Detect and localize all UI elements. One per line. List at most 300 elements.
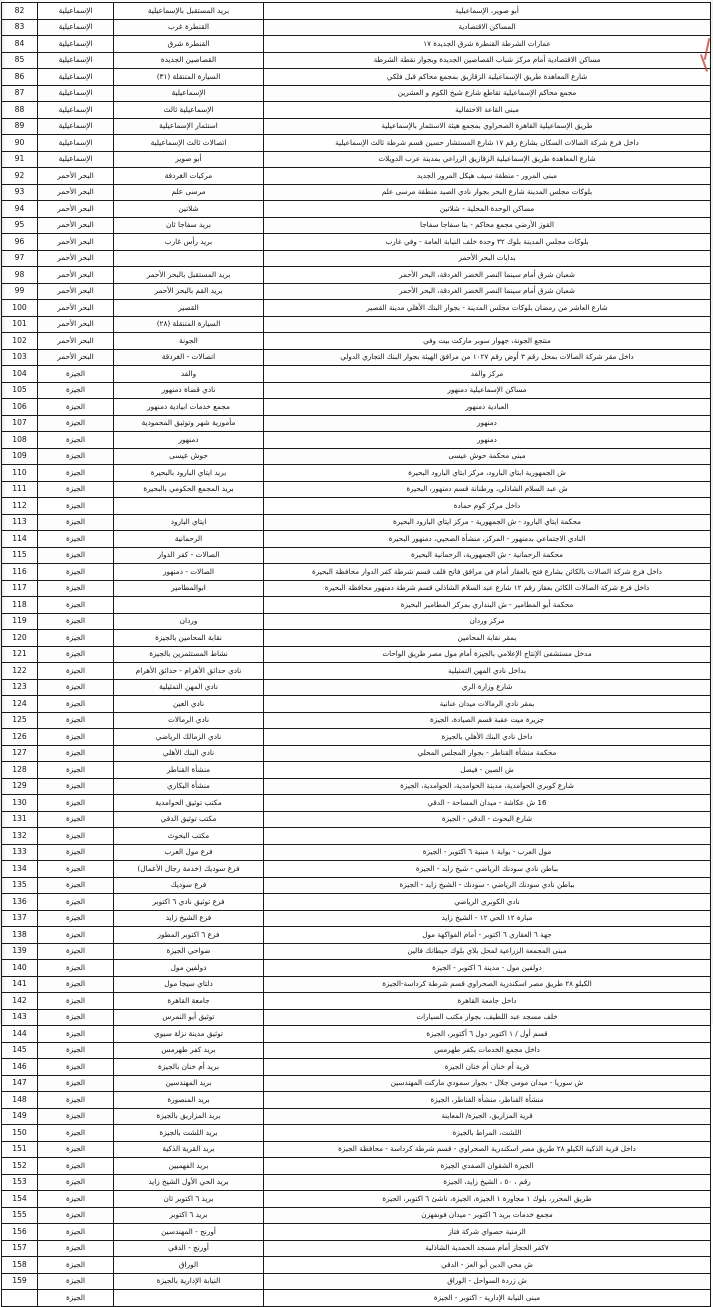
cell-branch-name: توثيق أبو النمرس — [114, 1009, 264, 1026]
cell-address: داخل جامعة القاهرة — [264, 993, 711, 1010]
cell-address: 16 ش عكاشة - ميدان المساحة - الدقي — [264, 795, 711, 812]
cell-row-number: 142 — [2, 993, 38, 1010]
table-row — [2, 300, 711, 317]
cell-address: بلوكات مجلس المدينة شارع البحر بجوار نادي الصيد منطقة مرسى علم — [264, 184, 711, 201]
cell-governorate: الجيزة — [38, 630, 114, 647]
cell-row-number: 135 — [2, 877, 38, 894]
table-row — [2, 564, 711, 581]
cell-governorate: الجيزة — [38, 679, 114, 696]
cell-address: مركز وردان — [264, 613, 711, 630]
cell-address: بباطن نادي سودنك الرياضي - شيخ زايد - الجيزة — [264, 861, 711, 878]
cell-address: داخل فرع شركة الصالات السكان بشارع رقم ١٧ شارع المستشار حسين قسم شرطة ثالث الإسماعيلية — [264, 135, 711, 152]
cell-address: محكمة الرحمانية - ش الجمهورية، الرحمانية البحيرة — [264, 547, 711, 564]
cell-row-number: 140 — [2, 960, 38, 977]
cell-branch-name: مأمورية شهر وتوثيق المحمودية — [114, 415, 264, 432]
cell-row-number: 112 — [2, 498, 38, 515]
table-row — [2, 696, 711, 713]
cell-row-number: 116 — [2, 564, 38, 581]
cell-branch-name: توثيق مدينة نزلة سيوي — [114, 1026, 264, 1043]
cell-governorate: الجيزة — [38, 580, 114, 597]
cell-governorate: الجيزة — [38, 795, 114, 812]
cell-row-number: 138 — [2, 927, 38, 944]
cell-branch-name: ضواحي الجيزة — [114, 943, 264, 960]
cell-row-number: 151 — [2, 1141, 38, 1158]
cell-governorate: الإسماعيلية — [38, 118, 114, 135]
cell-address: داخل مركز كوم حمادة — [264, 498, 711, 515]
cell-address: مبنى محكمة حوش عيسى — [264, 448, 711, 465]
table-row — [2, 811, 711, 828]
cell-row-number: 144 — [2, 1026, 38, 1043]
cell-governorate: الجيزة — [38, 366, 114, 383]
cell-row-number: 136 — [2, 894, 38, 911]
cell-row-number: 117 — [2, 580, 38, 597]
cell-governorate: البحر الأحمر — [38, 267, 114, 284]
table-row — [2, 927, 711, 944]
table-row — [2, 778, 711, 795]
cell-branch-name: القصير — [114, 300, 264, 317]
cell-branch-name: نادي العين — [114, 696, 264, 713]
cell-address: مجمع محاكم الإسماعيلية تقاطع شارع شيخ الكوم و العشرين — [264, 85, 711, 102]
table-row — [2, 531, 711, 548]
cell-address: جهة ٦ العقاري ٦ اكتوبر - أمام الفواكهة مول — [264, 927, 711, 944]
table-row — [2, 118, 711, 135]
table-row — [2, 465, 711, 482]
table-row — [2, 1290, 711, 1307]
cell-branch-name — [114, 250, 264, 267]
cell-address: محكمة ايتاي البارود - ش الجمهورية - مركز ايتاي البارود البحيرة — [264, 514, 711, 531]
table-row — [2, 135, 711, 152]
cell-row-number: 105 — [2, 382, 38, 399]
cell-address: قسم أول / ١ اكتوبر دول ٦ أكتوبر، الجيزة — [264, 1026, 711, 1043]
cell-address: شعبان شرق أمام سينما النصر الخضر الغردقة، البحر الأحمر — [264, 283, 711, 300]
cell-branch-name: بريد المهندسين — [114, 1075, 264, 1092]
cell-branch-name: فرع سوديك (خدمة رجال الأعمال) — [114, 861, 264, 878]
cell-branch-name: الجونة — [114, 333, 264, 350]
cell-governorate: الجيزة — [38, 514, 114, 531]
cell-governorate: الإسماعيلية — [38, 69, 114, 86]
cell-address: محكمة منشأة القناطر - بجوار المجلس المحلي — [264, 745, 711, 762]
cell-address: الجيزة الشقوان الصفدي الجيزة — [264, 1158, 711, 1175]
cell-row-number: 143 — [2, 1009, 38, 1026]
cell-branch-name: اتصالات - الغردقة — [114, 349, 264, 366]
table-row — [2, 910, 711, 927]
cell-address: مبارة ١٢ الحي ١٢ - الشيخ زايد — [264, 910, 711, 927]
cell-governorate: الجيزة — [38, 1257, 114, 1274]
table-row — [2, 844, 711, 861]
cell-branch-name — [114, 1290, 264, 1307]
cell-branch-name: بريد سفاجا ثان — [114, 217, 264, 234]
cell-governorate: الجيزة — [38, 1273, 114, 1290]
cell-branch-name: نقابة المحامين بالجيزة — [114, 630, 264, 647]
table-row — [2, 745, 711, 762]
cell-branch-name: بريد الفهميين — [114, 1158, 264, 1175]
cell-address: مساكن الإسماعيلية دمنهور — [264, 382, 711, 399]
table-row — [2, 547, 711, 564]
cell-row-number: 123 — [2, 679, 38, 696]
cell-address: العبادية دمنهور — [264, 399, 711, 416]
table-row — [2, 729, 711, 746]
cell-row-number: 85 — [2, 52, 38, 69]
cell-branch-name: ابوالمطامير — [114, 580, 264, 597]
cell-governorate: البحر الأحمر — [38, 217, 114, 234]
table-row — [2, 234, 711, 251]
table-row — [2, 1042, 711, 1059]
cell-row-number: 158 — [2, 1257, 38, 1274]
cell-branch-name: وردان — [114, 613, 264, 630]
cell-governorate: الجيزة — [38, 712, 114, 729]
cell-address: الزمنية حصواي شركة فتاز — [264, 1224, 711, 1241]
cell-branch-name: دلتاي سيجا مول — [114, 976, 264, 993]
cell-address: دمنهور — [264, 432, 711, 449]
cell-governorate: الإسماعيلية — [38, 19, 114, 36]
cell-governorate: الجيزة — [38, 1174, 114, 1191]
cell-branch-name: فرع الشيخ زايد — [114, 910, 264, 927]
cell-row-number: 156 — [2, 1224, 38, 1241]
cell-row-number: 94 — [2, 201, 38, 218]
cell-branch-name: القنطرة غرب — [114, 19, 264, 36]
cell-address: منشأة القناطر، منشأة القناطر، الجيزة — [264, 1092, 711, 1109]
cell-branch-name: اتصالات ثالث الإسماعيلية — [114, 135, 264, 152]
cell-branch-name: مكتب البحوث — [114, 828, 264, 845]
cell-address: شعبان شرق أمام سينما النصر الخضر الغردقة، البحر الأحمر — [264, 267, 711, 284]
cell-governorate: الإسماعيلية — [38, 52, 114, 69]
cell-governorate: الجيزة — [38, 597, 114, 614]
cell-row-number: 126 — [2, 729, 38, 746]
cell-branch-name: مرسى علم — [114, 184, 264, 201]
table-row — [2, 993, 711, 1010]
table-row — [2, 1207, 711, 1224]
cell-branch-name: الصالات - دمنهور — [114, 564, 264, 581]
table-row — [2, 514, 711, 531]
table-row — [2, 1059, 711, 1076]
cell-address: اللشت، المراط بالجيزة — [264, 1125, 711, 1142]
cell-governorate: الإسماعيلية — [38, 36, 114, 53]
cell-address: بلوكات مجلس المدينة بلوك ٣٢ وحدة خلف النيابة العامة - وفي غارب — [264, 234, 711, 251]
cell-branch-name: بريد المنصورة — [114, 1092, 264, 1109]
table-row — [2, 1108, 711, 1125]
table-row — [2, 1092, 711, 1109]
table-row — [2, 382, 711, 399]
cell-branch-name: أورنج - الدقي — [114, 1240, 264, 1257]
table-row — [2, 481, 711, 498]
cell-branch-name: مركبات الغردقة — [114, 168, 264, 185]
cell-address: مبنى المجمعة الزراعية لمحل بلاي بلوك حيطانك فالين — [264, 943, 711, 960]
cell-branch-name: بريد المستقبل بالإسماعيلية — [114, 3, 264, 20]
table-row — [2, 366, 711, 383]
cell-row-number: 101 — [2, 316, 38, 333]
cell-branch-name: السيارة المتنقلة (٣١) — [114, 69, 264, 86]
cell-row-number: 155 — [2, 1207, 38, 1224]
cell-branch-name: بريد القم بالبحر الأحمر — [114, 283, 264, 300]
cell-row-number: 90 — [2, 135, 38, 152]
cell-governorate: الجيزة — [38, 976, 114, 993]
cell-governorate: البحر الأحمر — [38, 333, 114, 350]
cell-row-number: 132 — [2, 828, 38, 845]
cell-address: داخل قرية الذكية الكيلو ٢٨ طريق مصر اسكندرية الصحراوي - قسم شرطة كرداسة - محافظة الجيزة — [264, 1141, 711, 1158]
cell-row-number: 146 — [2, 1059, 38, 1076]
cell-row-number: 134 — [2, 861, 38, 878]
cell-row-number: 88 — [2, 102, 38, 119]
cell-address: قرية أم خنان أم خنان الجيزة — [264, 1059, 711, 1076]
cell-address: جزيرة ميت عقبة قسم الصيادة، الجيزة — [264, 712, 711, 729]
cell-row-number: 125 — [2, 712, 38, 729]
cell-row-number: 100 — [2, 300, 38, 317]
cell-governorate: الجيزة — [38, 993, 114, 1010]
cell-row-number: 109 — [2, 448, 38, 465]
cell-governorate: الجيزة — [38, 960, 114, 977]
cell-row-number: 131 — [2, 811, 38, 828]
table-row — [2, 102, 711, 119]
cell-branch-name — [114, 597, 264, 614]
cell-row-number: 119 — [2, 613, 38, 630]
cell-branch-name — [114, 498, 264, 515]
cell-address: شارع المعاهدة طريق الإسماعيلية الزقازيق الزراعي بمدينة عرب الدويلات — [264, 151, 711, 168]
table-row — [2, 184, 711, 201]
table-row — [2, 250, 711, 267]
cell-row-number: 124 — [2, 696, 38, 713]
cell-row-number: 128 — [2, 762, 38, 779]
table-row — [2, 1257, 711, 1274]
cell-branch-name: بريد القرية الذكية — [114, 1141, 264, 1158]
cell-row-number: 98 — [2, 267, 38, 284]
cell-address: داخل نادي البنك الأهلي بالجيزة — [264, 729, 711, 746]
cell-branch-name: نادي المهن التمثيلية — [114, 679, 264, 696]
cell-address: شارع وزارة الري — [264, 679, 711, 696]
table-row — [2, 448, 711, 465]
cell-branch-name: نادي الرمالات — [114, 712, 264, 729]
cell-branch-name: مكتب توثيق الدقي — [114, 811, 264, 828]
cell-address: داخل مجمع الخدمات بكفر طهرمس — [264, 1042, 711, 1059]
cell-governorate: الجيزة — [38, 1290, 114, 1307]
cell-branch-name: بريد رأس غارب — [114, 234, 264, 251]
cell-governorate: الجيزة — [38, 894, 114, 911]
table-row — [2, 399, 711, 416]
table-body — [2, 3, 711, 1307]
cell-governorate: الجيزة — [38, 448, 114, 465]
cell-row-number: 93 — [2, 184, 38, 201]
cell-governorate: الجيزة — [38, 415, 114, 432]
cell-governorate: الجيزة — [38, 1092, 114, 1109]
cell-branch-name: مجمع خدمات ابيادية دمنهور — [114, 399, 264, 416]
cell-address: بداخل نادي المهن التمثيلية — [264, 663, 711, 680]
cell-address: ٧كفر الحجاز أمام مسجد الحمدية الشاذلية — [264, 1240, 711, 1257]
cell-branch-name: دمنهور — [114, 432, 264, 449]
cell-branch-name: بريد ٦ اكتوبر — [114, 1207, 264, 1224]
cell-address: النادي الاجتماعي بدمنهور - المركز، منشأة الصحيي، دمنهور البحيرة — [264, 531, 711, 548]
branches-table — [1, 2, 711, 1307]
cell-branch-name: فرع مول العرب — [114, 844, 264, 861]
cell-row-number: 141 — [2, 976, 38, 993]
cell-address: داخل فرع شركة الصالات الكائن بعقار رقم ١٢ شارع عبد السلام الشاذلي قسم شرطة دمنهور محافظة البحيرة — [264, 580, 711, 597]
cell-governorate: الجيزة — [38, 1240, 114, 1257]
cell-governorate: البحر الأحمر — [38, 300, 114, 317]
table-row — [2, 1009, 711, 1026]
cell-branch-name: النيابة الإدارية بالجيزة — [114, 1273, 264, 1290]
cell-row-number: 102 — [2, 333, 38, 350]
cell-row-number: 139 — [2, 943, 38, 960]
cell-address: بدايات البحر الأحمر — [264, 250, 711, 267]
cell-governorate: الجيزة — [38, 547, 114, 564]
cell-row-number: 137 — [2, 910, 38, 927]
table-row — [2, 976, 711, 993]
table-row — [2, 3, 711, 20]
cell-row-number: 150 — [2, 1125, 38, 1142]
cell-address: المساكن الاقتصادية — [264, 19, 711, 36]
cell-address: شارع المعاهدة طريق الإسماعيلية الزقازيق بمجمع محاكم قبل فلكي — [264, 69, 711, 86]
cell-branch-name: فرع سوديك — [114, 877, 264, 894]
cell-governorate: الجيزة — [38, 696, 114, 713]
cell-branch-name: بريد كفر طهرمس — [114, 1042, 264, 1059]
cell-governorate: الجيزة — [38, 646, 114, 663]
table-row — [2, 52, 711, 69]
table-row — [2, 580, 711, 597]
cell-row-number: 127 — [2, 745, 38, 762]
cell-address: بمقر نقابة المحامين — [264, 630, 711, 647]
cell-branch-name: نادي البنك الأهلي — [114, 745, 264, 762]
table-row — [2, 1240, 711, 1257]
cell-governorate: الجيزة — [38, 811, 114, 828]
table-row — [2, 1075, 711, 1092]
cell-branch-name: أبو صوير — [114, 151, 264, 168]
cell-row-number: 153 — [2, 1174, 38, 1191]
cell-governorate: البحر الأحمر — [38, 201, 114, 218]
cell-address: رقم ، ٥٠ ، الشيخ زايد، الجيزة — [264, 1174, 711, 1191]
table-row — [2, 19, 711, 36]
cell-address: منتجع الجونة، جهوار سوبر ماركت بيت وفي — [264, 333, 711, 350]
cell-governorate: الجيزة — [38, 481, 114, 498]
cell-address: مبنى القاعة الاحتفالية — [264, 102, 711, 119]
cell-branch-name: نشاط المستثمرين بالجيزة — [114, 646, 264, 663]
cell-governorate: الجيزة — [38, 943, 114, 960]
cell-branch-name: شلاتين — [114, 201, 264, 218]
cell-row-number: 149 — [2, 1108, 38, 1125]
cell-row-number: 148 — [2, 1092, 38, 1109]
cell-row-number: 104 — [2, 366, 38, 383]
cell-address: مجمع خدمات بريد ٦ اكتوبر - ميدان فونفهزن — [264, 1207, 711, 1224]
cell-branch-name: بريد المستقبل بالبحر الأحمر — [114, 267, 264, 284]
cell-governorate: الجيزة — [38, 762, 114, 779]
table-row — [2, 1026, 711, 1043]
cell-governorate: الجيزة — [38, 1191, 114, 1208]
cell-governorate: الجيزة — [38, 778, 114, 795]
cell-address: ش زردة السواحل - الوراق — [264, 1273, 711, 1290]
cell-row-number: 82 — [2, 3, 38, 20]
cell-governorate: الجيزة — [38, 432, 114, 449]
cell-row-number: 111 — [2, 481, 38, 498]
cell-row-number: 114 — [2, 531, 38, 548]
cell-row-number: 87 — [2, 85, 38, 102]
cell-row-number: 86 — [2, 69, 38, 86]
cell-branch-name: الوراق — [114, 1257, 264, 1274]
cell-governorate: البحر الأحمر — [38, 316, 114, 333]
cell-governorate: الجيزة — [38, 1009, 114, 1026]
table-row — [2, 349, 711, 366]
cell-governorate: البحر الأحمر — [38, 250, 114, 267]
table-row — [2, 333, 711, 350]
cell-branch-name: منشأة القناطر — [114, 762, 264, 779]
cell-row-number: 121 — [2, 646, 38, 663]
table-row — [2, 960, 711, 977]
cell-address: مساكن الوحدة المحلية - شلاتين — [264, 201, 711, 218]
cell-row-number: 106 — [2, 399, 38, 416]
table-row — [2, 69, 711, 86]
cell-address: مول العرب - بوابة ١ مبنية ٦ اكتوبر - الجيزة — [264, 844, 711, 861]
table-row — [2, 201, 711, 218]
cell-governorate: الجيزة — [38, 1059, 114, 1076]
table-row — [2, 498, 711, 515]
cell-row-number: 103 — [2, 349, 38, 366]
cell-governorate: الجيزة — [38, 465, 114, 482]
cell-branch-name: استثمار الإسماعيلية — [114, 118, 264, 135]
cell-governorate: البحر الأحمر — [38, 168, 114, 185]
cell-governorate: الجيزة — [38, 861, 114, 878]
cell-branch-name: مكتب توثيق الحوامدية — [114, 795, 264, 812]
cell-row-number: 110 — [2, 465, 38, 482]
cell-governorate: الجيزة — [38, 828, 114, 845]
cell-branch-name: بريد الحي الأول الشيخ زايد — [114, 1174, 264, 1191]
cell-branch-name: بريد ٦ اكتوبر ثان — [114, 1191, 264, 1208]
table-row — [2, 1273, 711, 1290]
table-row — [2, 613, 711, 630]
cell-branch-name: الصالات - كفر الدوار — [114, 547, 264, 564]
cell-branch-name: الإسماعيلية — [114, 85, 264, 102]
cell-row-number: 129 — [2, 778, 38, 795]
table-row — [2, 283, 711, 300]
table-row — [2, 1125, 711, 1142]
cell-address: نادي الكوبري الرياضي — [264, 894, 711, 911]
cell-branch-name: ايتاي البارود — [114, 514, 264, 531]
cell-governorate: الجيزة — [38, 382, 114, 399]
cell-governorate: الإسماعيلية — [38, 102, 114, 119]
cell-governorate: الجيزة — [38, 663, 114, 680]
cell-branch-name: والفد — [114, 366, 264, 383]
table-row — [2, 943, 711, 960]
cell-branch-name: بريد أم خنان بالجيزة — [114, 1059, 264, 1076]
cell-address: ش محي الدين أبو العز - الدقي — [264, 1257, 711, 1274]
cell-governorate: الجيزة — [38, 910, 114, 927]
cell-row-number — [2, 1290, 38, 1307]
table-row — [2, 168, 711, 185]
cell-address: مبنى المرور - منطقة سيف هيكل المرور الجديد — [264, 168, 711, 185]
cell-branch-name: أورنج - المهندسين — [114, 1224, 264, 1241]
cell-address — [264, 828, 711, 845]
cell-branch-name: السيارة المتنقلة (٢٨) — [114, 316, 264, 333]
cell-governorate: الجيزة — [38, 1026, 114, 1043]
table-row — [2, 1141, 711, 1158]
cell-address: داخل مقر شركة الصالات بمحل رقم ٣ أوض رقم ١٠٢٧ من مرافق الهيئة بجوار البنك التجاري الدولي — [264, 349, 711, 366]
cell-address: شارع العاشر من رمضان بلوكات مجلس المدينة - بجوار البنك الأهلي مدينة القصير — [264, 300, 711, 317]
cell-governorate: الجيزة — [38, 1224, 114, 1241]
cell-governorate: الجيزة — [38, 564, 114, 581]
cell-address: ش عبد السلام الشاذلي، ورطنانة قسم دمنهور، البحيرة — [264, 481, 711, 498]
cell-row-number: 96 — [2, 234, 38, 251]
cell-row-number: 122 — [2, 663, 38, 680]
cell-row-number: 157 — [2, 1240, 38, 1257]
cell-governorate: الإسماعيلية — [38, 85, 114, 102]
cell-row-number: 91 — [2, 151, 38, 168]
cell-row-number: 133 — [2, 844, 38, 861]
cell-row-number: 97 — [2, 250, 38, 267]
cell-row-number: 154 — [2, 1191, 38, 1208]
cell-branch-name: القصاصين الجديدة — [114, 52, 264, 69]
table-row — [2, 877, 711, 894]
table-row — [2, 36, 711, 53]
table-row — [2, 894, 711, 911]
cell-governorate: الإسماعيلية — [38, 135, 114, 152]
table-row — [2, 597, 711, 614]
cell-address: ش الصين - فيصل — [264, 762, 711, 779]
cell-address: داخل فرع شركة الصالات بالكائن بشارع فتح بالعقار أمام في مرافق فاتح قلف قسم شرطة كفر الدوار محافظة البحيرة — [264, 564, 711, 581]
